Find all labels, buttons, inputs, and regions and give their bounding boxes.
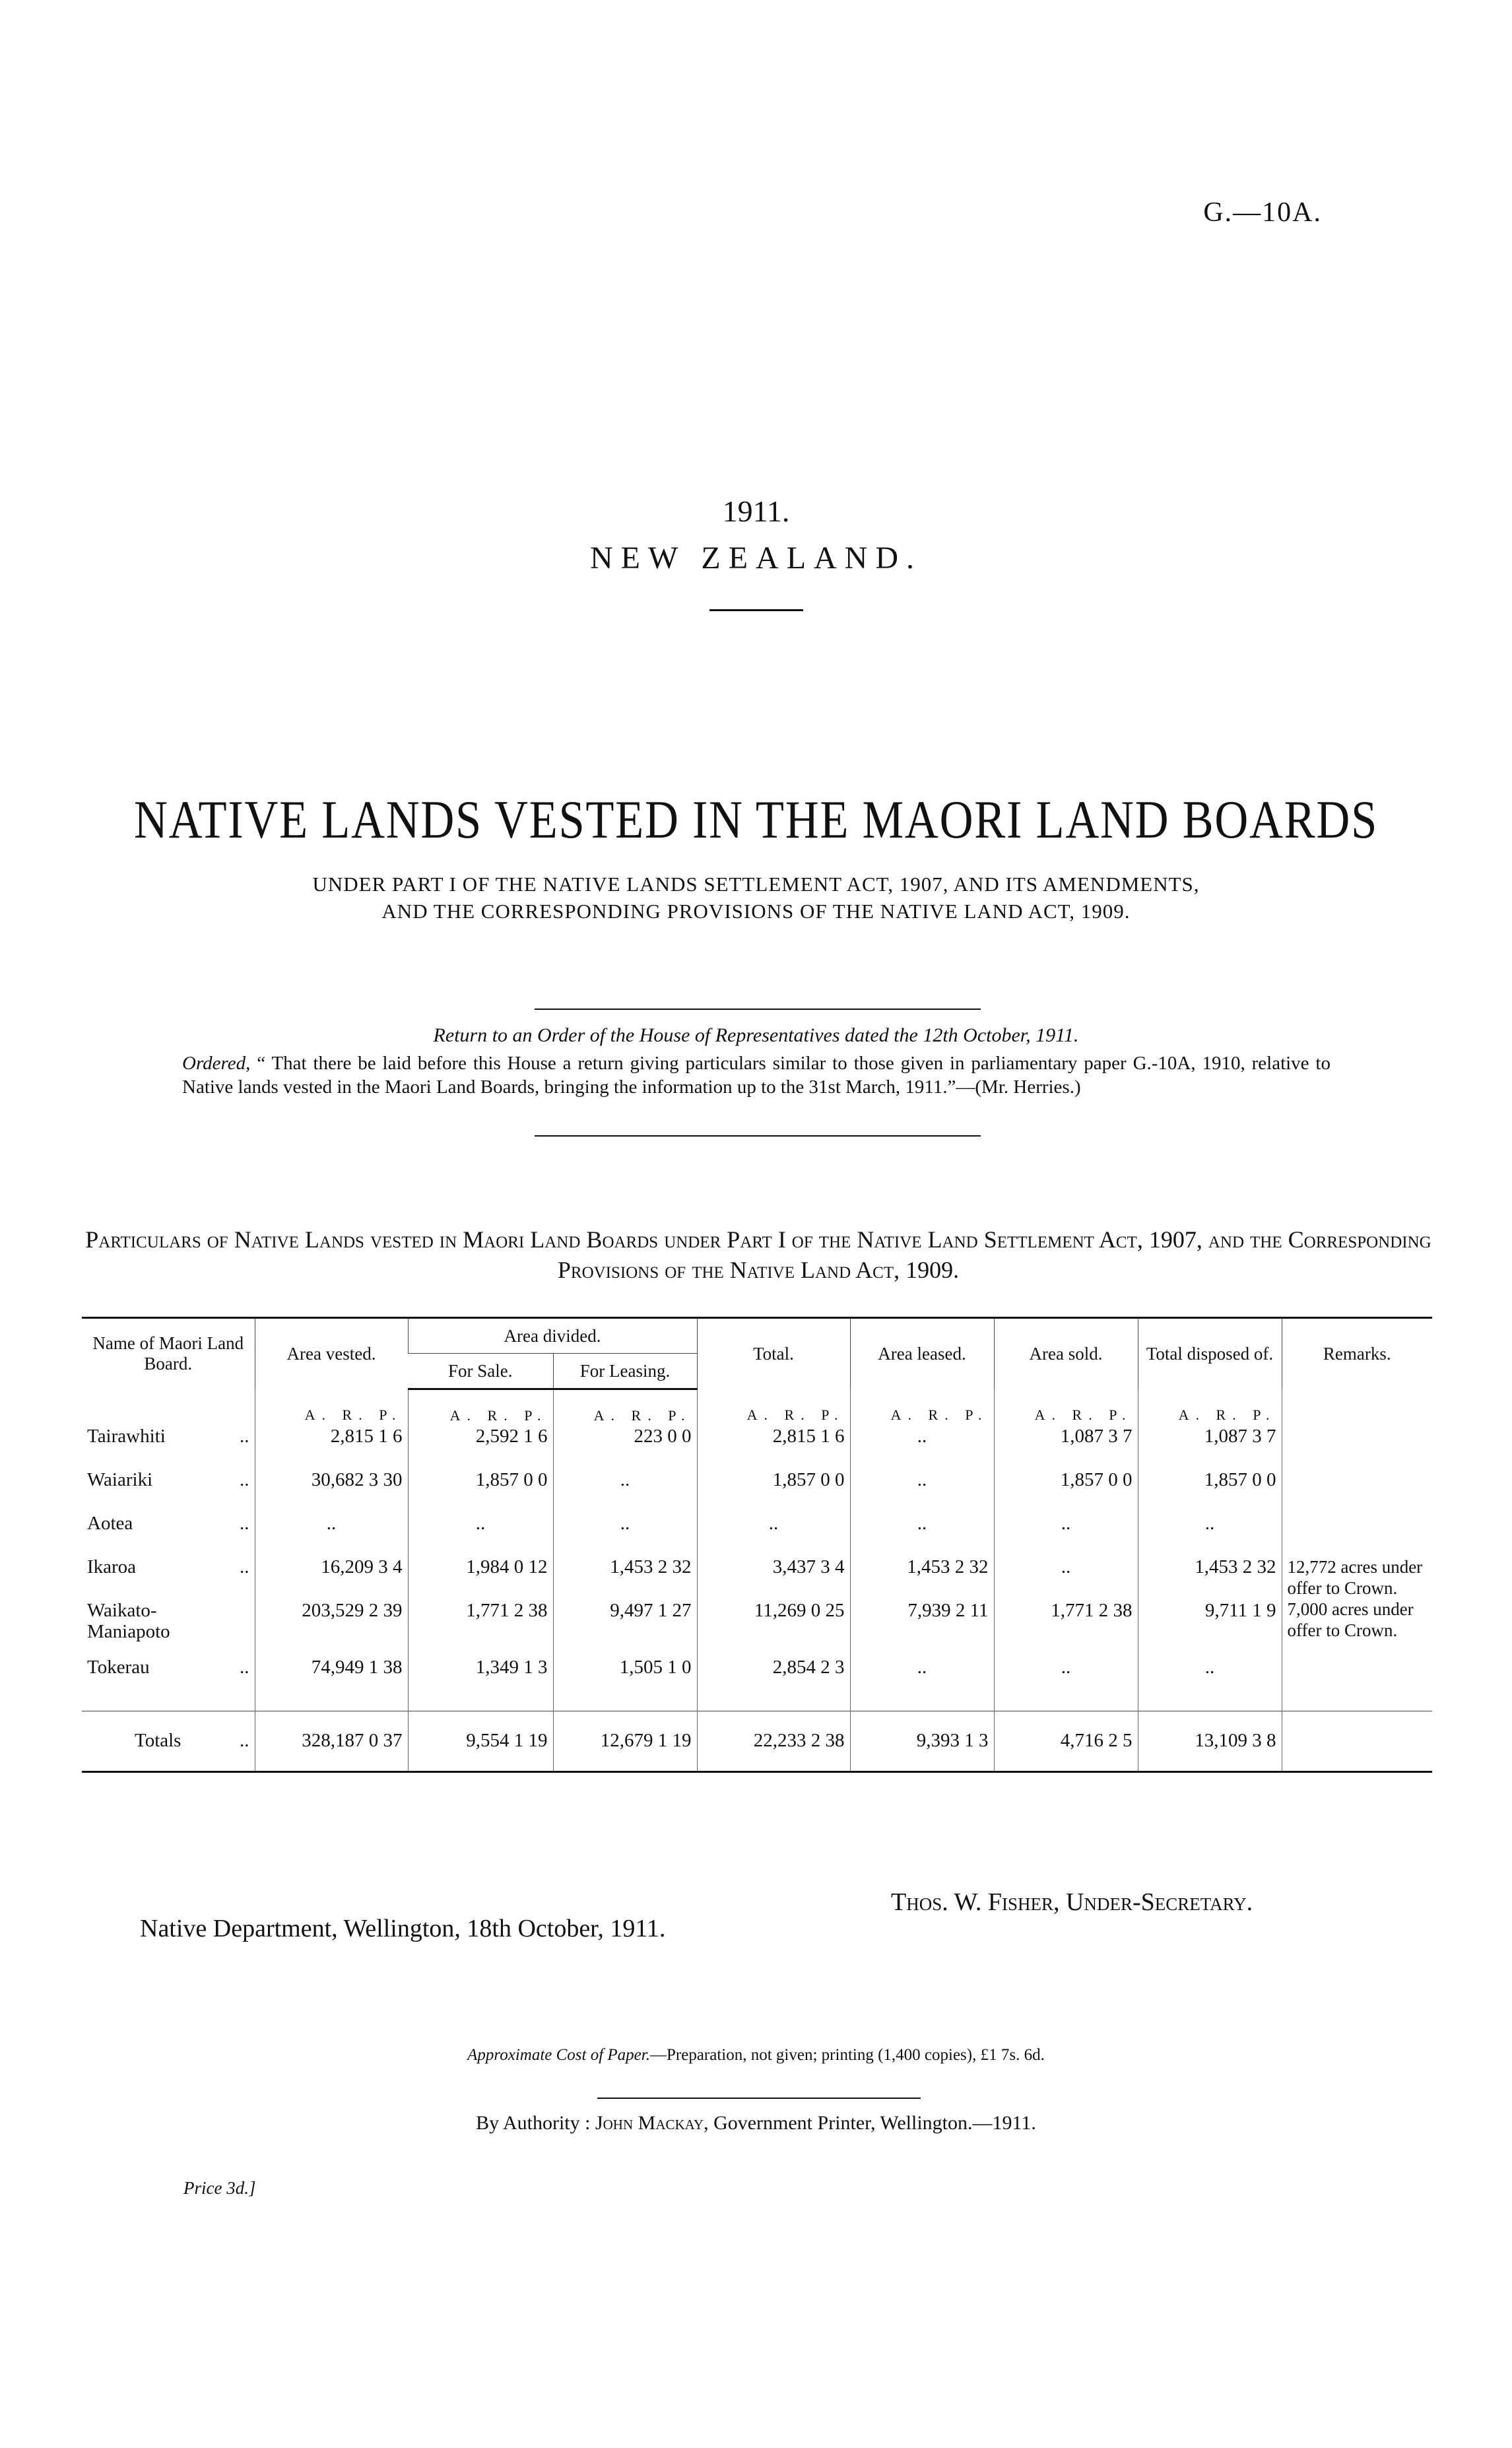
cell-leasing: 223 0 0 [553,1426,697,1469]
total-remarks [1282,1711,1432,1771]
cell-leased: 1,453 2 32 [850,1556,994,1600]
header-area-divided: Area divided. [408,1318,697,1354]
cell-vested: 2,815 1 6 [255,1426,408,1469]
unit-label: A. R. P. [255,1389,408,1426]
unit-label: A. R. P. [553,1389,697,1426]
native-department-line: Native Department, Wellington, 18th October, 1911. [140,1915,666,1942]
authority-line: By Authority : John Mackay, Government Printer, Wellington.—1911. [476,2112,1036,2134]
cost-label: Approximate Cost of Paper. [467,2046,650,2064]
header-total-disposed: Total disposed of. [1138,1318,1282,1389]
cell-sale: 1,857 0 0 [408,1469,553,1513]
cell-total: 2,854 2 3 [697,1657,850,1711]
header-total: Total. [697,1318,850,1389]
total-disposed: 13,109 3 8 [1138,1711,1282,1771]
cell-leased: .. [850,1657,994,1711]
particulars-heading: Particulars of Native Lands vested in Maori Land Boards under Part I of the Native Land Settlement Act, 1907, and the Corresponding Provisions of the Native Land Act, 1909. [85,1226,1431,1283]
board-name: Aotea [87,1513,133,1534]
cell-sale: 1,984 0 12 [408,1556,553,1600]
ordered-paragraph [182,1051,1331,1099]
cell-vested: 16,209 3 4 [255,1556,408,1600]
divider-bottom-order [535,1135,981,1137]
cell-leased: .. [850,1426,994,1469]
board-name: Tairawhiti [87,1426,166,1447]
cell-sale: 1,349 1 3 [408,1657,553,1711]
cell-total: 11,269 0 25 [697,1600,850,1657]
cell-sale: .. [408,1513,553,1556]
header-name: Name of Maori Land Board. [82,1318,255,1389]
units-row [82,1389,1432,1426]
cell-remarks: 12,772 acres under offer to Crown. 7,000 acres under offer to Crown. [1282,1426,1432,1711]
cell-leasing: 1,453 2 32 [553,1556,697,1600]
board-name: Waiariki [87,1469,153,1490]
cost-note [0,2046,1512,2065]
unit-label: A. R. P. [697,1389,850,1426]
board-name: Ikaroa [87,1556,137,1577]
unit-label: A. R. P. [850,1389,994,1426]
table-row [82,1600,1432,1657]
board-name: Tokerau [87,1657,150,1678]
signature-line: Thos. W. Fisher, Under-Secretary. [891,1888,1253,1916]
cell-disposed: .. [1138,1657,1282,1711]
cell-leasing: .. [553,1513,697,1556]
cell-leased: .. [850,1513,994,1556]
cell-leasing: 9,497 1 27 [553,1600,697,1657]
header-area-vested: Area vested. [255,1318,408,1389]
cell-sold: .. [994,1657,1138,1711]
table-row: Tairawhiti .. 2,815 1 6 2,592 1 6 223 0 0 2,815 1 6 .. 1,087 3 7 1,087 3 7 12,772 acres under offer to Crown. 7,000 acres under offer to Crown. [82,1426,1432,1469]
cell-sold: .. [994,1513,1138,1556]
divider-authority [597,2098,921,2099]
total-vested: 328,187 0 37 [255,1711,408,1771]
total-leasing: 12,679 1 19 [553,1711,697,1771]
cell-sold: .. [994,1556,1138,1600]
ordered-text: “ That there be laid before this House a return giving particulars similar to those given in parliamentary paper G.-10A, 1910, relative to Native lands vested in the Maori Land Boards, bringing the information up to the 31st March, 1911.”—(Mr. Herries.) [182,1053,1331,1098]
cell-disposed: .. [1138,1513,1282,1556]
table-row: Ikaroa .. 16,209 3 4 1,984 0 12 1,453 2 32 3,437 3 4 1,453 2 32 .. 1,453 2 32 [82,1556,1432,1600]
header-for-sale: For Sale. [408,1354,553,1389]
cell-sold: 1,087 3 7 [994,1426,1138,1469]
land-boards-table [82,1317,1432,1773]
total-sale: 9,554 1 19 [408,1711,553,1771]
cell-disposed: 1,087 3 7 [1138,1426,1282,1469]
subtitle-line-1: UNDER PART I OF THE NATIVE LANDS SETTLEMENT ACT, 1907, AND ITS AMENDMENTS, [312,873,1200,896]
document-reference: G.—10A. [1203,197,1322,228]
cell-sale: 2,592 1 6 [408,1426,553,1469]
cell-vested: 30,682 3 30 [255,1469,408,1513]
cell-disposed: 1,857 0 0 [1138,1469,1282,1513]
cell-leased: 7,939 2 11 [850,1600,994,1657]
header-area-leased: Area leased. [850,1318,994,1389]
header-for-leasing: For Leasing. [553,1354,697,1389]
cell-sold: 1,857 0 0 [994,1469,1138,1513]
ordered-label: Ordered, [182,1053,251,1074]
divider-short [709,609,803,611]
header-remarks: Remarks. [1282,1318,1432,1389]
cell-sale: 1,771 2 38 [408,1600,553,1657]
total-leased: 9,393 1 3 [850,1711,994,1771]
total-total: 22,233 2 38 [697,1711,850,1771]
cell-leased: .. [850,1469,994,1513]
cell-vested: 203,529 2 39 [255,1600,408,1657]
cell-disposed: 1,453 2 32 [1138,1556,1282,1600]
table-row: Tokerau .. 74,949 1 38 1,349 1 3 1,505 1 0 2,854 2 3 .. .. .. [82,1657,1432,1711]
cell-total: .. [697,1513,850,1556]
totals-label: Totals [135,1730,181,1751]
unit-label: A. R. P. [1138,1389,1282,1426]
divider-top-order [535,1009,981,1010]
cell-vested: .. [255,1513,408,1556]
main-title: NATIVE LANDS VESTED IN THE MAORI LAND BOARDS [133,789,1379,849]
cell-sold: 1,771 2 38 [994,1600,1138,1657]
board-name: Waikato-Maniapoto [87,1600,170,1642]
unit-label: A. R. P. [994,1389,1138,1426]
total-sold: 4,716 2 5 [994,1711,1138,1771]
cell-leasing: .. [553,1469,697,1513]
cell-total: 1,857 0 0 [697,1469,850,1513]
subtitle-line-2: AND THE CORRESPONDING PROVISIONS OF THE NATIVE LAND ACT, 1909. [381,900,1131,923]
return-line: Return to an Order of the House of Representatives dated the 12th October, 1911. [433,1024,1079,1046]
cell-vested: 74,949 1 38 [255,1657,408,1711]
totals-row: Totals .. 328,187 0 37 9,554 1 19 12,679 1 19 22,233 2 38 9,393 1 3 4,716 2 5 13,109 3 8 [82,1711,1432,1771]
cell-disposed: 9,711 1 9 [1138,1600,1282,1657]
unit-label: A. R. P. [408,1389,553,1426]
country-name: NEW ZEALAND. [589,541,923,576]
table-row: Aotea .. .. .. .. .. .. .. .. [82,1513,1432,1556]
cell-leasing: 1,505 1 0 [553,1657,697,1711]
cell-total: 2,815 1 6 [697,1426,850,1469]
printer-name: John Mackay [595,2112,704,2134]
year: 1911. [722,494,790,528]
cost-text: —Preparation, not given; printing (1,400 copies), £1 7s. 6d. [650,2046,1045,2064]
header-area-sold: Area sold. [994,1318,1138,1389]
cell-total: 3,437 3 4 [697,1556,850,1600]
table-row: Waiariki .. 30,682 3 30 1,857 0 0 .. 1,857 0 0 .. 1,857 0 0 1,857 0 0 [82,1469,1432,1513]
price: Price 3d.] [183,2178,256,2198]
